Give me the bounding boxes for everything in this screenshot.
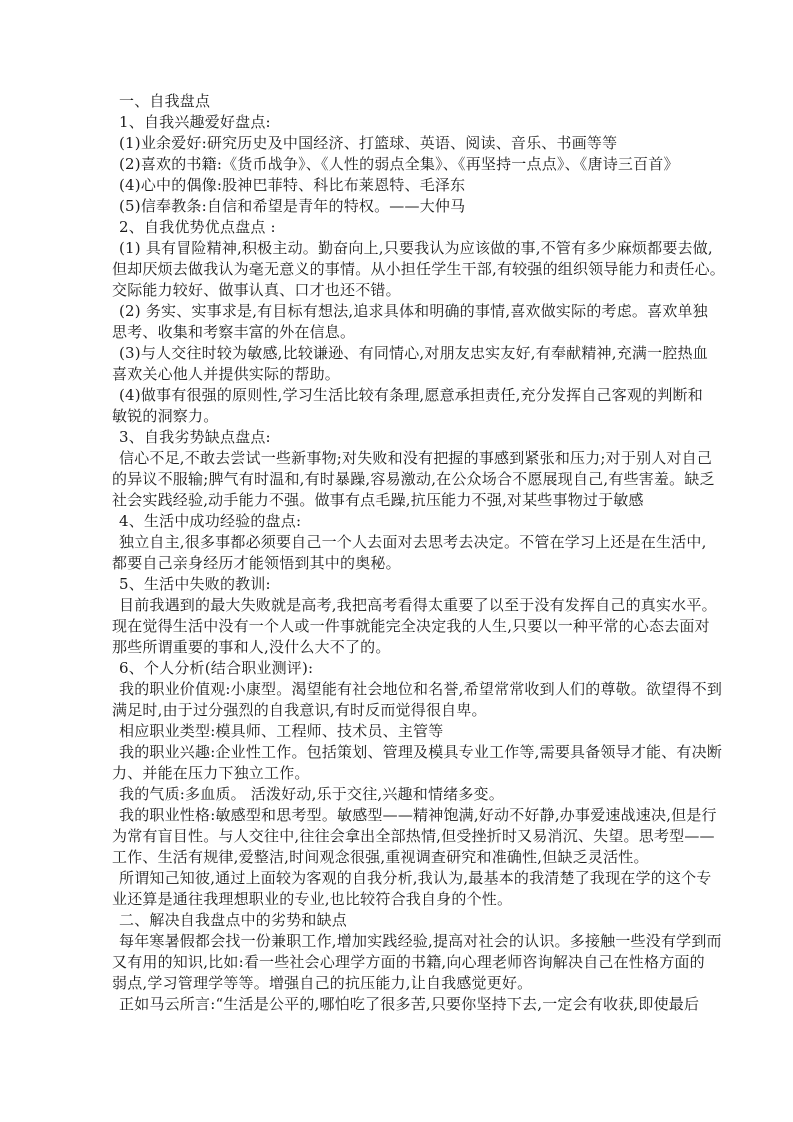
document-line: 一、自我盘点 [119,92,211,110]
document-line: 弱点,学习管理学等等。增强自己的抗压能力,让自我感觉更好。 [112,974,533,992]
document-line: (1)业余爱好:研究历史及中国经济、打篮球、英语、阅读、音乐、书画等等 [119,134,618,152]
document-line: 6、个人分析(结合职业测评): [119,659,314,677]
document-line: 思考、收集和考察丰富的外在信息。 [112,323,356,341]
document-line: 2、自我优势优点盘点 : [119,218,276,236]
document-line: 独立自主,很多事都必须要自己一个人去面对去思考去决定。不管在学习上还是在生活中, [119,533,707,551]
document-line: (2)喜欢的书籍:《货币战争》、《人性的弱点全集》、《再坚持一点点》、《唐诗三百首》 [119,155,679,173]
document-line: 那些所谓重要的事和人,没什么大不了的。 [112,638,391,656]
document-line: 业还算是通往我理想职业的专业,也比较符合我自身的个性。 [112,890,513,908]
document-line: (3)与人交往时较为敏感,比较谦逊、有同情心,对朋友忠实友好,有奉献精神,充满一腔热血 [119,344,708,362]
document-line: 我的职业价值观:小康型。渴望能有社会地位和名誉,希望常常收到人们的尊敬。欲望得不到 [119,680,723,698]
document-body [112,91,725,1015]
document-line: 现在觉得生活中没有一个人或一件事就能完全决定我的人生,只要以一种平常的心态去面对 [112,617,710,635]
document-line: 工作、生活有规律,爱整洁,时间观念很强,重视调查研究和准确性,但缺乏灵活性。 [112,848,649,866]
document-line: (4)做事有很强的原则性,学习生活比较有条理,愿意承担责任,充分发挥自己客观的判断和 [119,386,703,404]
document-line: 目前我遇到的最大失败就是高考,我把高考看得太重要了以至于没有发挥自己的真实水平。 [119,596,717,614]
document-line: 社会实践经验,动手能力不强。做事有点毛躁,抗压能力不强,对某些事物过于敏感 [112,491,644,509]
document-line: (4)心中的偶像:股神巴菲特、科比布莱恩特、毛泽东 [119,176,466,194]
document-line: 3、自我劣势缺点盘点: [119,428,271,446]
document-line: 又有用的知识,比如:看一些社会心理学方面的书籍,向心理老师咨询解决自己在性格方面的 [112,953,705,971]
document-line: 我的气质:多血质。 活泼好动,乐于交往,兴趣和情绪多变。 [119,785,504,803]
document-line: 二、解决自我盘点中的劣势和缺点 [119,911,348,929]
document-line: 相应职业类型:模具师、工程师、技术员、主管等 [119,722,444,740]
document-line: (1) 具有冒险精神,积极主动。勤奋向上,只要我认为应该做的事,不管有多少麻烦都要去做, [119,239,713,257]
document-line: 都要自己亲身经历才能领悟到其中的奥秘。 [112,554,401,572]
document-line: 所谓知己知彼,通过上面较为客观的自我分析,我认为,最基本的我清楚了我现在学的这个专 [119,869,712,887]
document-line: 信心不足,不敢去尝试一些新事物;对失败和没有把握的事感到紧张和压力;对于别人对自己 [119,449,713,467]
document-line: 交际能力较好、做事认真、口才也还不错。 [112,281,401,299]
document-line: 满足时,由于过分强烈的自我意识,有时反而觉得很自卑。 [112,701,487,719]
document-line: (2) 务实、实事求是,有目标有想法,追求具体和明确的事情,喜欢做实际的考虑。喜欢单独 [119,302,708,320]
document-line: 5、生活中失败的教训: [119,575,271,593]
document-line: 我的职业兴趣:企业性工作。包括策划、管理及模具专业工作等,需要具备领导才能、有决断 [119,743,723,761]
document-line: 敏锐的洞察力。 [112,407,219,425]
document-line: 的异议不服输;脾气有时温和,有时暴躁,容易激动,在公众场合不愿展现自己,有些害羞。缺乏 [112,470,715,488]
document-line: 我的职业性格:敏感型和思考型。敏感型——精神饱满,好动不好静,办事爱速战速决,但是行 [119,806,717,824]
document-line: 力、并能在压力下独立工作。 [112,764,310,782]
document-line: (5)信奉教条:自信和希望是青年的特权。——大仲马 [119,197,466,215]
document-line: 每年寒暑假都会找一份兼职工作,增加实践经验,提高对社会的认识。多接触一些没有学到而 [119,932,722,950]
document-line: 4、生活中成功经验的盘点: [119,512,302,530]
document-line: 但却厌烦去做我认为毫无意义的事情。从小担任学生干部,有较强的组织领导能力和责任心。 [112,260,725,278]
document-line: 正如马云所言:“生活是公平的,哪怕吃了很多苦,只要你坚持下去,一定会有收获,即使最后 [119,995,700,1013]
document-line: 为常有盲目性。与人交往中,往往会拿出全部热情,但受挫折时又易消沉、失望。思考型—— [112,827,715,845]
document-line: 1、自我兴趣爱好盘点: [119,113,271,131]
document-line: 喜欢关心他人并提供实际的帮助。 [112,365,341,383]
